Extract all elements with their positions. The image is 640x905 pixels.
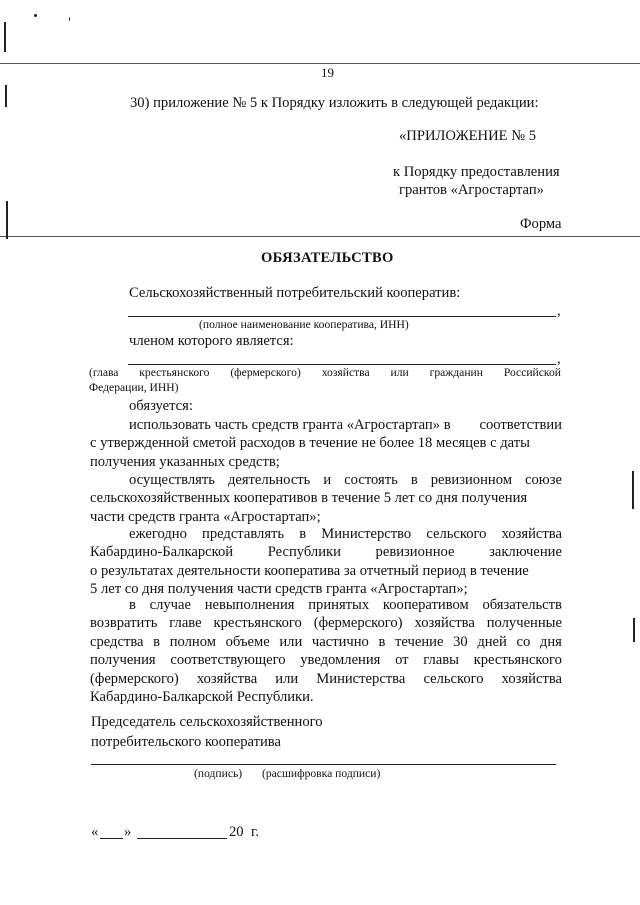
caption-word: гражданин	[429, 366, 483, 379]
date-year: 20	[229, 824, 244, 840]
obligation-word: обязательств	[482, 597, 562, 613]
obligation-word: (фермерского)	[313, 615, 403, 632]
scan-edge-mark	[5, 85, 7, 107]
obligation-word: Министерство	[321, 526, 412, 542]
obligation-word: течение	[395, 633, 444, 650]
obligation-word: и	[323, 472, 332, 488]
coop-caption: (полное наименование кооператива, ИНН)	[199, 318, 409, 331]
obligation-word: деятельность	[227, 472, 311, 488]
obligation-word: крестьянского	[473, 652, 562, 669]
obligation-word: невыполнения	[204, 597, 295, 613]
obligation-word: 5 лет со дня получения части средств гранта «Агростартап»;	[90, 581, 468, 598]
obligation-word: (фермерского)	[90, 670, 179, 687]
document-title: ОБЯЗАТЕЛЬСТВО	[261, 250, 394, 266]
obligation-line	[90, 489, 527, 507]
obligation-word: осуществлять	[129, 472, 215, 488]
page-number: 19	[321, 65, 334, 80]
obligation-word: с утвержденной сметой расходов в течение не более 18 месяцев с даты	[90, 435, 530, 452]
date-close-quote: »	[124, 824, 132, 840]
sign-caption: (подпись)	[194, 767, 243, 780]
obligation-line	[90, 688, 314, 706]
scan-edge-mark	[6, 201, 8, 239]
scan-speck	[69, 17, 70, 21]
caption-word: Российской	[503, 366, 561, 379]
obligation-word: дней	[477, 633, 507, 650]
obligation-line	[90, 508, 321, 526]
obligation-word: в	[299, 526, 307, 542]
scan-edge-mark	[633, 618, 635, 642]
obligation-word: главе	[169, 615, 202, 632]
obligation-word: уведомления	[300, 652, 381, 669]
appendix-title: «ПРИЛОЖЕНИЕ № 5	[399, 128, 537, 144]
obligation-word: состоять	[344, 472, 398, 488]
obligation-word: использовать часть средств гранта «Агростартап» в	[129, 417, 451, 433]
obligation-word: о результатах деятельности кооператива за отчетный период в течение	[90, 562, 529, 579]
obligation-line	[90, 543, 562, 561]
scan-speck	[34, 14, 37, 17]
obligation-word: в	[378, 633, 386, 650]
obligation-word: ревизионное	[375, 544, 455, 561]
obligation-word: сельского	[423, 670, 484, 687]
obligation-word: дня	[539, 633, 562, 650]
date-open-quote: «	[91, 824, 99, 840]
decode-caption: (расшифровка подписи)	[262, 767, 381, 780]
scan-line-mid	[0, 236, 640, 237]
head-caption-line1	[89, 366, 561, 380]
field-comma: ,	[557, 351, 561, 367]
scan-edge-mark	[4, 22, 6, 52]
obligation-word: в	[410, 472, 418, 488]
obligation-line	[129, 596, 562, 614]
obligation-word: крестьянского	[213, 615, 302, 632]
obligation-word: хозяйства	[501, 670, 562, 687]
date-day-field	[100, 838, 123, 839]
obligation-word: со	[516, 633, 531, 650]
obligation-word: кооперативом	[382, 597, 469, 613]
obligation-word: хозяйства	[414, 615, 475, 632]
obligation-word: главы	[423, 652, 459, 669]
obligation-word: или	[275, 670, 299, 687]
obligation-word: получения	[90, 652, 156, 669]
obligation-word: в	[153, 633, 161, 650]
obligation-word: в	[129, 597, 136, 613]
member-field-line	[128, 364, 556, 365]
caption-word: (фермерского)	[230, 366, 301, 379]
signature-line	[91, 764, 556, 765]
obligation-line	[90, 633, 562, 651]
obligation-word: хозяйства	[196, 670, 258, 687]
obligation-word: представлять	[202, 526, 285, 542]
obligation-word: Республики	[267, 544, 341, 561]
coop-label: Сельскохозяйственный потребительский кооператив:	[129, 285, 461, 301]
caption-word: (глава	[89, 366, 119, 379]
obligation-line	[129, 525, 562, 543]
obligation-line	[129, 416, 562, 434]
obligation-word: полученные	[486, 615, 562, 632]
obligation-line	[90, 614, 562, 632]
coop-name-field-line	[128, 316, 556, 317]
field-comma: ,	[557, 303, 561, 319]
caption-word: крестьянского	[139, 366, 210, 379]
chairman-line1: Председатель сельскохозяйственного	[91, 714, 323, 730]
obligation-word: или	[279, 633, 303, 650]
obligation-word: Кабардино-Балкарской	[90, 544, 234, 561]
obligation-word: средства	[90, 633, 144, 650]
obligation-word: возвратить	[90, 615, 158, 632]
head-caption-line2: Федерации, ИНН)	[89, 381, 179, 394]
obligation-word: союзе	[525, 472, 562, 488]
obligation-word: полном	[169, 633, 216, 650]
obligation-word: случае	[149, 597, 191, 613]
obligation-word: частично	[311, 633, 369, 650]
date-suffix: г.	[251, 824, 259, 840]
scan-line-top	[0, 63, 640, 64]
caption-word: хозяйства	[321, 366, 370, 379]
scan-edge-mark	[632, 471, 634, 509]
date-month-field	[137, 838, 227, 839]
obliges-label: обязуется:	[129, 398, 193, 414]
obligation-line	[90, 651, 562, 669]
appendix-ref-line1: к Порядку предоставления	[393, 164, 560, 180]
obligation-line	[129, 471, 562, 489]
obligation-word: ревизионном	[430, 472, 512, 488]
obligation-word: объеме	[225, 633, 270, 650]
intro-line: 30) приложение № 5 к Порядку изложить в следующей редакции:	[130, 95, 539, 111]
obligation-word: ежегодно	[129, 526, 187, 542]
obligation-line	[90, 562, 529, 580]
obligation-word: принятых	[308, 597, 370, 613]
obligation-word: соответствующего	[170, 652, 286, 669]
obligation-word: 30	[453, 633, 468, 650]
obligation-line	[90, 670, 562, 688]
obligation-word: заключение	[489, 544, 562, 561]
obligation-word: хозяйства	[501, 526, 562, 542]
obligation-line	[90, 453, 280, 471]
obligation-word: Кабардино-Балкарской Республики.	[90, 689, 314, 705]
obligation-word: части средств гранта «Агростартап»;	[90, 508, 321, 525]
obligation-word: получения указанных средств;	[90, 453, 280, 470]
obligation-word: сельскохозяйственных кооперативов в течение 5 лет со дня получения	[90, 490, 528, 507]
form-label: Форма	[520, 216, 562, 232]
date-line	[91, 823, 291, 841]
chairman-line2: потребительского кооператива	[91, 734, 281, 750]
appendix-ref-line2: грантов «Агростартап»	[399, 182, 544, 198]
obligation-line	[90, 434, 530, 452]
member-label: членом которого является:	[129, 333, 294, 349]
obligation-word: сельского	[426, 526, 487, 542]
obligation-word: Министерства	[316, 670, 406, 687]
caption-word: или	[390, 366, 409, 379]
obligation-word: от	[395, 652, 409, 669]
obligation-word: соответствии	[479, 417, 562, 433]
